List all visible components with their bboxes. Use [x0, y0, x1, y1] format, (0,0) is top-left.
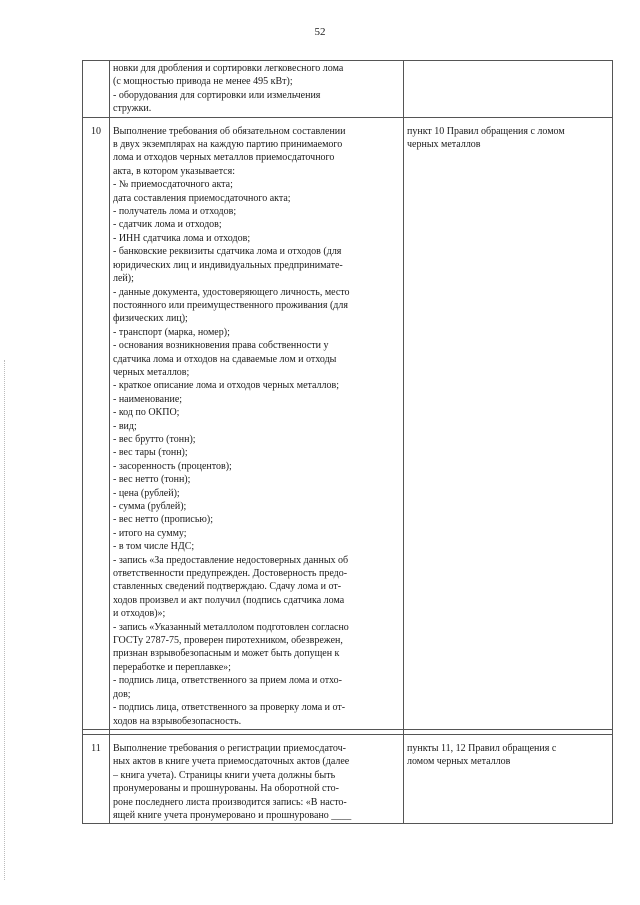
- requirement-line: - подпись лица, ответственного за проверку лома и от-: [113, 702, 346, 714]
- requirement-line: - данные документа, удостоверяющего личность, место: [113, 286, 350, 298]
- margin-scan-line: [4, 360, 5, 880]
- requirement-line: - запись «Указанный металлолом подготовлен согласно: [113, 621, 349, 633]
- requirement-line: новки для дробления и сортировки легковесного лома: [113, 63, 344, 74]
- requirement-line: - засоренность (процентов);: [113, 460, 232, 472]
- reference-line: черных металлов: [407, 139, 481, 151]
- requirement-line: - краткое описание лома и отходов черных металлов;: [113, 380, 340, 392]
- table-row: [83, 117, 613, 729]
- requirement-line: лома и отходов черных металлов приемосдаточного: [113, 152, 335, 164]
- requirement-line: и отходов)»;: [113, 608, 166, 620]
- requirement-line: - транспорт (марка, номер);: [113, 326, 230, 338]
- requirements-table: [82, 60, 613, 824]
- requirement-line: пронумерованы и прошнурованы. На оборотной сто-: [113, 783, 339, 795]
- reference-cell: [404, 117, 613, 729]
- reference-line: пункт 10 Правил обращения с ломом: [407, 125, 565, 137]
- row-number: 10: [83, 117, 110, 729]
- requirement-line: - вес тары (тонн);: [113, 447, 188, 459]
- requirement-line: сдатчика лома и отходов на сдаваемые лом и отходы: [113, 353, 337, 365]
- requirement-line: - код по ОКПО;: [113, 407, 180, 419]
- requirement-line: ответственности предупрежден. Достоверность предо-: [113, 568, 348, 580]
- row-number: [83, 61, 110, 118]
- requirement-line: - вес брутто (тонн);: [113, 433, 196, 445]
- requirement-line: - подпись лица, ответственного за прием лома и отхо-: [113, 675, 343, 687]
- requirement-line: - сумма (рублей);: [113, 501, 187, 512]
- requirement-line: - получатель лома и отходов;: [113, 206, 237, 218]
- requirement-line: акта, в котором указывается:: [113, 165, 236, 177]
- requirement-line: – книга учета). Страницы книги учета должны быть: [113, 769, 336, 781]
- requirement-line: - цена (рублей);: [113, 487, 180, 499]
- reference-cell: [404, 61, 613, 118]
- requirement-line: - вес нетто (прописью);: [113, 514, 213, 526]
- requirement-line: признан взрывобезопасным и может быть допущен к: [113, 648, 340, 660]
- requirement-line: черных металлов;: [113, 366, 190, 378]
- requirement-line: - основания возникновения права собственности у: [113, 340, 329, 352]
- requirement-line: стружки.: [113, 103, 152, 115]
- requirement-line: - запись «За предоставление недостоверных данных об: [113, 554, 349, 566]
- requirement-line: Выполнение требования об обязательном составлении: [113, 125, 346, 137]
- table-row: [83, 61, 613, 118]
- requirement-line: переработке и переплавке»;: [113, 661, 231, 673]
- page-number: 52: [314, 26, 326, 38]
- requirement-line: Выполнение требования о регистрации приемосдаточ-: [113, 742, 346, 754]
- requirement-line: ГОСТу 2787-75, проверен пиротехником, обезврежен,: [113, 635, 343, 647]
- requirement-line: физических лиц);: [113, 313, 188, 325]
- requirement-line: - ИНН сдатчика лома и отходов;: [113, 232, 251, 244]
- requirement-cell: [110, 61, 404, 118]
- requirement-line: - банковские реквизиты сдатчика лома и отходов (для: [113, 246, 342, 258]
- requirement-line: постоянного или преимущественного проживания (для: [113, 299, 348, 311]
- table-row: [83, 734, 613, 823]
- requirement-line: (с мощностью привода не менее 495 кВт);: [113, 76, 293, 88]
- requirement-line: роне последнего листа производится запись: «В насто-: [113, 796, 347, 808]
- requirement-line: - оборудования для сортировки или измельчения: [113, 89, 321, 101]
- requirement-line: - № приемосдаточного акта;: [113, 179, 233, 191]
- requirement-line: дов;: [113, 688, 131, 700]
- requirement-line: - сдатчик лома и отходов;: [113, 219, 222, 231]
- reference-cell: [404, 734, 613, 823]
- requirement-line: - вид;: [113, 420, 137, 432]
- requirement-line: ных актов в книге учета приемосдаточных актов (далее: [113, 756, 350, 768]
- requirement-line: - вес нетто (тонн);: [113, 474, 191, 486]
- requirement-line: ящей книге учета пронумеровано и прошнуровано ____: [113, 809, 352, 821]
- requirement-line: юридических лиц и индивидуальных предпринимате-: [113, 259, 343, 271]
- requirement-line: - в том числе НДС;: [113, 541, 195, 553]
- requirement-line: ходов на взрывобезопасность.: [113, 715, 242, 727]
- row-number: 11: [83, 734, 110, 823]
- requirement-line: ходов произвел и акт получил (подпись сдатчика лома: [113, 594, 345, 606]
- requirement-line: дата составления приемосдаточного акта;: [113, 192, 291, 204]
- reference-line: ломом черных металлов: [407, 756, 511, 768]
- requirement-line: - итого на сумму;: [113, 527, 187, 539]
- requirement-line: лей);: [113, 273, 134, 285]
- requirement-cell: [110, 734, 404, 823]
- requirement-line: - наименование;: [113, 393, 183, 405]
- requirement-cell: [110, 117, 404, 729]
- requirement-line: ставленных сведений подтверждаю. Сдачу лома и от-: [113, 581, 342, 593]
- requirement-line: в двух экземплярах на каждую партию принимаемого: [113, 139, 343, 151]
- reference-line: пункты 11, 12 Правил обращения с: [407, 742, 557, 754]
